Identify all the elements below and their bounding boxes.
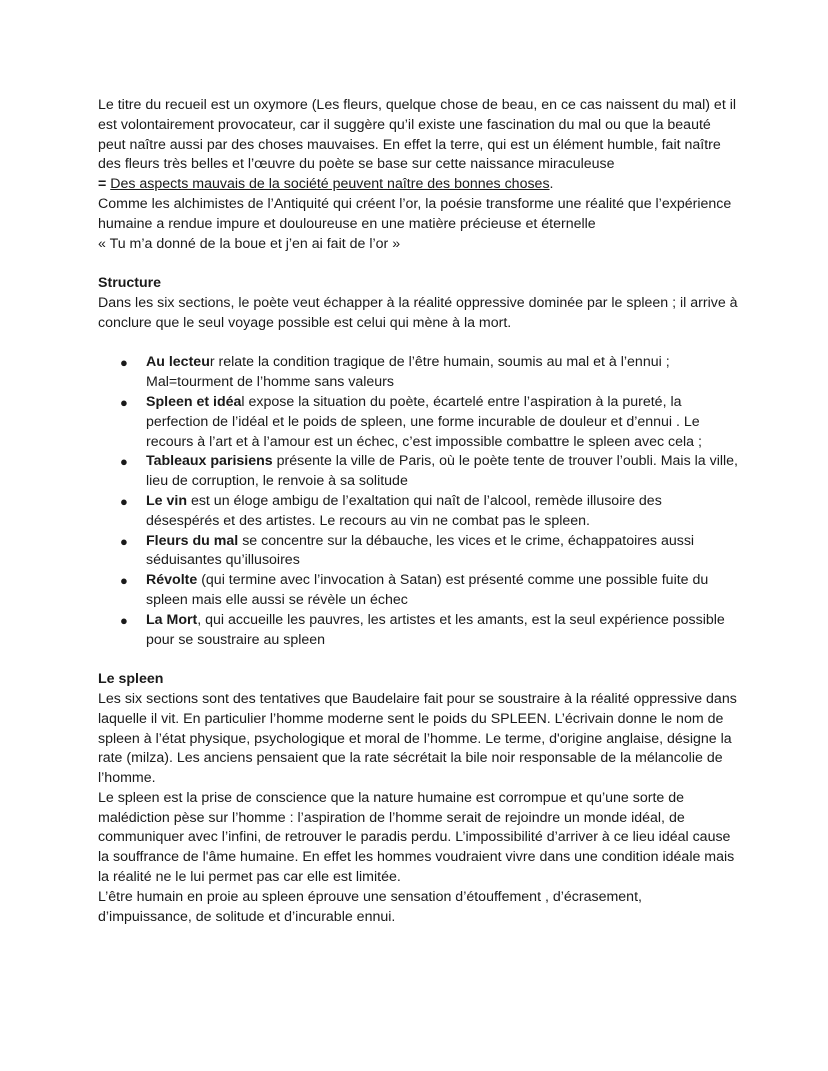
- bullet-icon: ●: [120, 612, 128, 628]
- alchemy-paragraph: Comme les alchimistes de l’Antiquité qui créent l’or, la poésie transforme une réalité que l’expérience humaine a rendue impure et douloureuse en une matière précieuse et éternelle: [98, 195, 732, 232]
- list-item: [98, 393, 738, 452]
- list-item: [98, 492, 738, 532]
- spleen-paragraph-2: Le spleen est la prise de conscience que la nature humaine est corrompue et qu’une sorte de malédiction pèse sur l’homme : l’aspiration de l’homme serait de rejoindre un monde idéal, de communiquer avec l’infini, de retrouver le paradis perdu. L’impossibilité d’arriver à ce lieu idéal cause la souffrance de l'âme humaine. En effet les hommes voudraient vivre dans une condition idéale mais la réalité ne le lui permet pas car elle est limitée.: [98, 789, 735, 886]
- equals-sign: =: [98, 176, 107, 193]
- sections-list: [98, 353, 738, 650]
- item-text: (qui termine avec l’invocation à Satan) est présenté comme une possible fuite du spleen mais elle aussi se révèle un échec: [146, 572, 709, 608]
- list-item: [98, 353, 738, 393]
- item-text: se concentre sur la débauche, les vices et le crime, échappatoires aussi séduisantes qu’illusoires: [146, 532, 695, 569]
- spleen-paragraph-1: Les six sections sont des tentatives que Baudelaire fait pour se soustraire à la réalité oppressive dans laquelle il vit. En particulier l’homme moderne sent le poids du SPLEEN. L’écrivain donne le nom de spleen à l’état physique, psychologique et moral de l’homme. Le terme, d'origine anglaise, désigne la rate (milza). Les anciens pensaient que la rate sécrétait la bile noir responsable de la mélancolie de l’homme.: [98, 690, 737, 787]
- list-item: [98, 452, 738, 492]
- item-title: Spleen et idéa: [146, 393, 242, 410]
- list-item: [98, 532, 738, 572]
- spleen-heading: Le spleen: [98, 671, 164, 688]
- document-page: [98, 96, 738, 927]
- item-text: présente la ville de Paris, où le poète tente de trouver l’oubli. Mais la ville, lieu de corruption, le renvoie à sa solitude: [146, 453, 738, 490]
- spleen-paragraph-3: L’être humain en proie au spleen éprouve une sensation d’étouffement , d’écrasement, d’impuissance, de solitude et d’incurable ennui.: [98, 888, 642, 925]
- bullet-icon: ●: [120, 493, 128, 509]
- bullet-icon: ●: [120, 533, 128, 549]
- structure-heading: Structure: [98, 275, 162, 292]
- item-title: Fleurs du mal: [146, 532, 239, 549]
- list-item: [98, 611, 738, 651]
- item-text: , qui accueille les pauvres, les artistes et les amants, est la seul expérience possible pour se soustraire au spleen: [146, 611, 725, 648]
- list-item: [98, 571, 738, 611]
- item-title: Le vin: [146, 492, 187, 509]
- intro-equation-line: [98, 175, 738, 195]
- item-text: l expose la situation du poète, écartelé entre l’aspiration à la pureté, la perfection de l’idéal et le poids de spleen, une forme incurable de douleur et d’ennui . Le recours à l’art et à l’amour est un échec, c’est impossible combattre le spleen avec cela ;: [146, 393, 702, 450]
- item-title: Révolte: [146, 572, 198, 589]
- intro-paragraph: Le titre du recueil est un oxymore (Les fleurs, quelque chose de beau, en ce cas naissent du mal) et il est volontairement provocateur, car il suggère qu’il existe une fascination du mal ou que la beauté peut naître aussi par des choses mauvaises. En effet la terre, qui est un élément humble, fait naître des fleurs très belles et l’œuvre du poète se base sur cette naissance miraculeuse: [98, 97, 737, 173]
- item-title: La Mort: [146, 611, 198, 628]
- item-text: est un éloge ambigu de l’exaltation qui naît de l’alcool, remède illusoire des désespérés et des artistes. Le recours au vin ne combat pas le spleen.: [146, 492, 662, 529]
- underlined-statement: Des aspects mauvais de la société peuvent naître des bonnes choses: [110, 176, 550, 193]
- quote-line: « Tu m’a donné de la boue et j’en ai fait de l’or »: [98, 235, 401, 252]
- bullet-icon: ●: [120, 355, 128, 371]
- item-title: Au lecteu: [146, 354, 210, 371]
- bullet-icon: ●: [120, 394, 128, 410]
- item-text: r relate la condition tragique de l’être humain, soumis au mal et à l’ennui ; Mal=tourment de l’homme sans valeurs: [146, 354, 670, 391]
- bullet-icon: ●: [120, 454, 128, 470]
- item-title: Tableaux parisiens: [146, 453, 273, 470]
- statement-period: .: [549, 176, 554, 193]
- structure-paragraph: Dans les six sections, le poète veut échapper à la réalité oppressive dominée par le spleen ; il arrive à conclure que le seul voyage possible est celui qui mène à la mort.: [98, 294, 738, 331]
- bullet-icon: ●: [120, 573, 128, 589]
